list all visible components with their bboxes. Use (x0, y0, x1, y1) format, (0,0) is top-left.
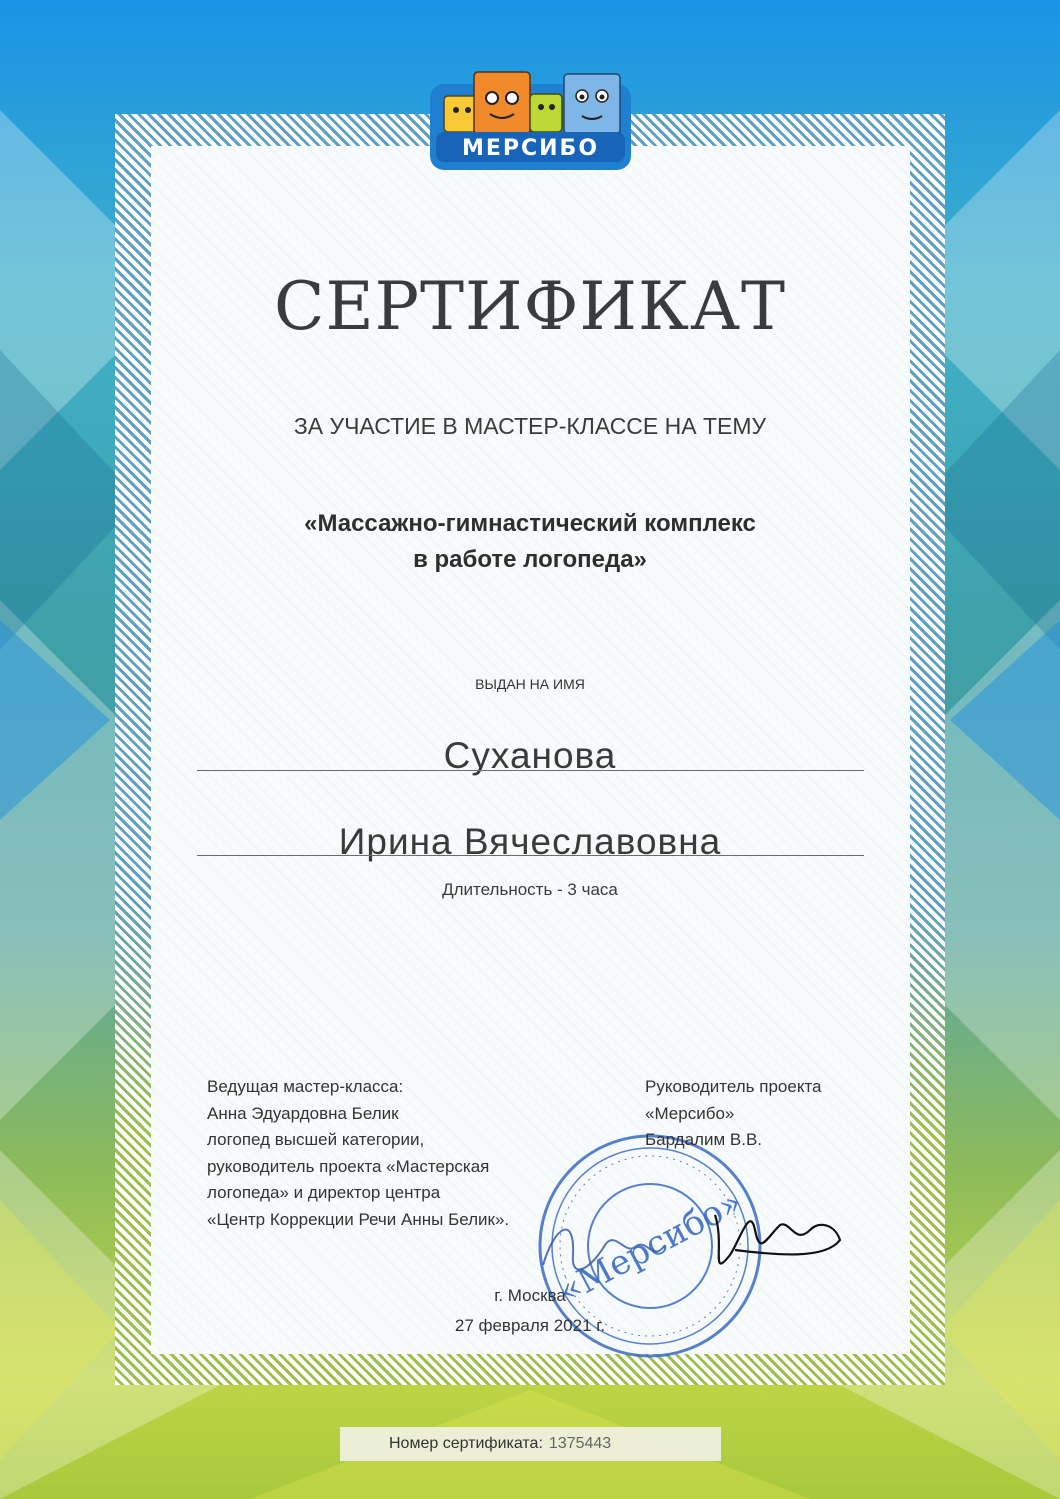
certificate-number-box (340, 1427, 721, 1461)
recipient-surname: Суханова (443, 735, 617, 776)
issue-date: 27 февраля 2021 г. (454, 1316, 606, 1335)
certificate-number-label: Номер сертификата: (389, 1435, 543, 1452)
given-names-underline (197, 855, 864, 856)
recipient-given-names: Ирина Вячеславовна (338, 821, 722, 862)
masterclass-topic (0, 506, 1060, 578)
presenter-line: логопеда» и директор центра (207, 1183, 441, 1202)
head-line: «Мерсибо» (645, 1103, 735, 1123)
certificate-number: 1375443 (548, 1435, 612, 1452)
presenter-line: Анна Эдуардовна Белик (207, 1103, 399, 1123)
mersibo-logo (430, 64, 631, 170)
svg-text:«Мерсибо»: «Мерсибо» (552, 1182, 749, 1312)
issued-to-label: ВЫДАН НА ИМЯ (475, 676, 585, 692)
surname-underline (197, 770, 864, 771)
certificate-subtitle: ЗА УЧАСТИЕ В МАСТЕР-КЛАССЕ НА ТЕМУ (293, 413, 767, 439)
presenter-line: руководитель проекта «Мастерская (207, 1156, 490, 1176)
topic-line-1: «Массажно-гимнастический комплекс (304, 510, 756, 537)
topic-line-2: в работе логопеда» (413, 546, 647, 573)
project-head-info (645, 1074, 885, 1154)
presenter-line: логопед высшей категории, (207, 1130, 425, 1149)
svg-text:МЕРСИБО: МЕРСИБО (461, 136, 600, 161)
place: г. Москва (494, 1286, 566, 1305)
presenter-line: Ведущая мастер-класса: (207, 1077, 404, 1096)
duration: Длительность - 3 часа (442, 880, 618, 899)
head-line: Руководитель проекта (645, 1077, 822, 1096)
head-line: Бардалим В.В. (645, 1130, 762, 1149)
presenter-line: «Центр Коррекции Речи Анны Белик». (207, 1209, 510, 1229)
presenter-info (207, 1074, 587, 1233)
certificate-title: СЕРТИФИКАТ (273, 268, 787, 345)
